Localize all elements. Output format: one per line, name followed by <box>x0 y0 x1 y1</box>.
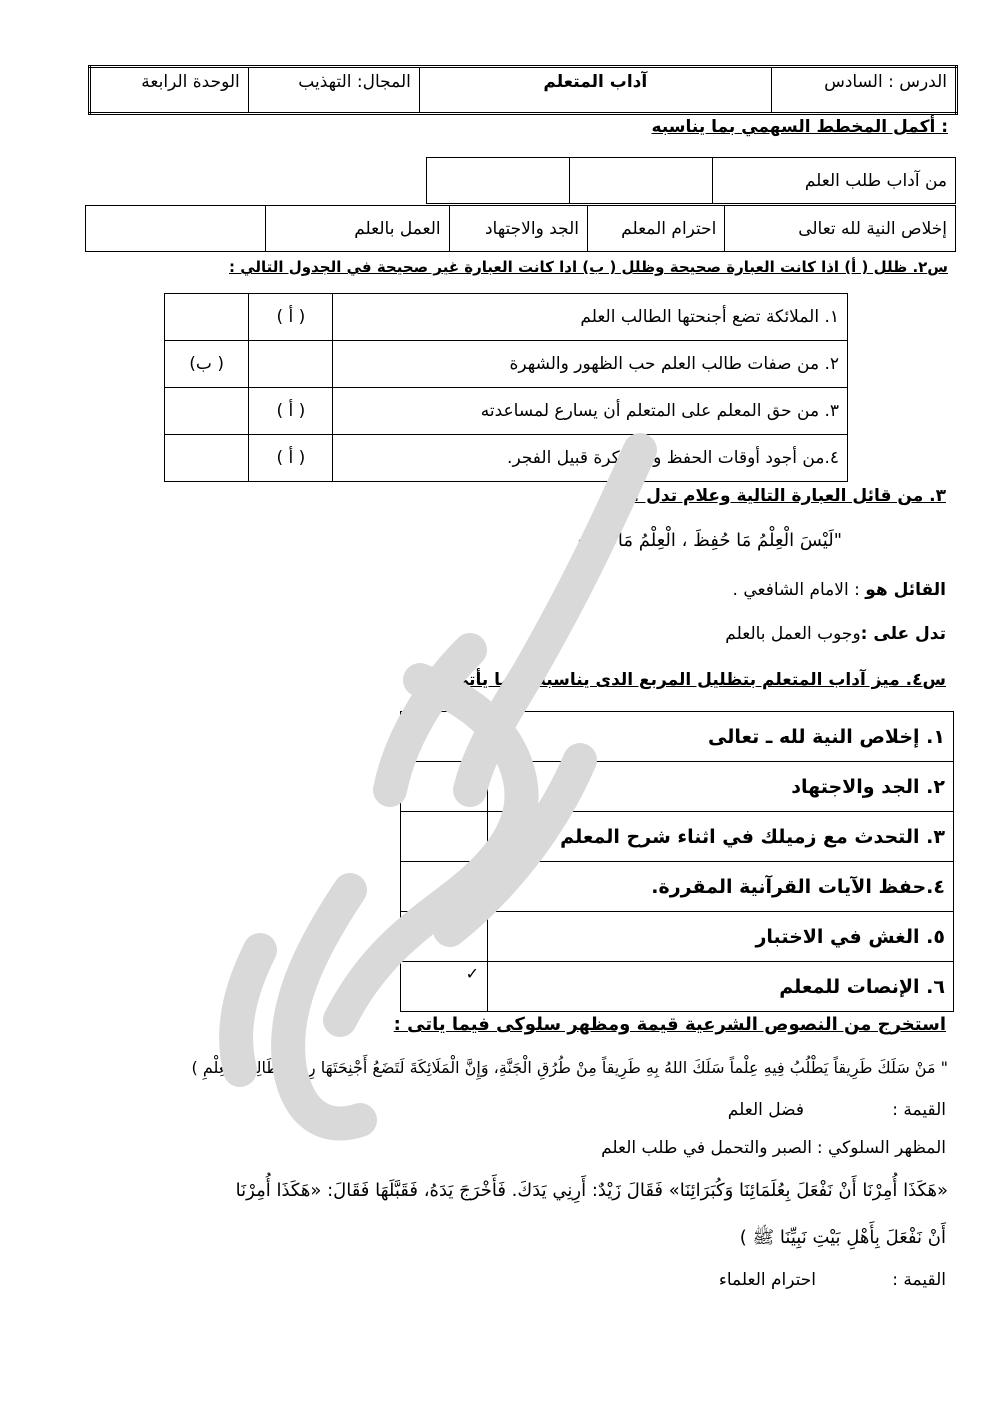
q2-title: س٢. ظلل ( أ) اذا كانت العبارة صحيحة وظلل ( ب) ادا كانت العبارة غير صحيحة في الجدول التالي : <box>229 258 948 276</box>
q4-table <box>400 711 954 1012</box>
q4-statement: ١. إخلاص النية لله ـ تعالى <box>488 712 954 762</box>
q3-quote: "لَيْسَ الْعِلْمُ مَا حُفِظَ ، الْعِلْمُ مَا نَفَعَ» <box>577 530 842 551</box>
q4-check-box[interactable]: ✓ <box>401 962 488 1012</box>
q2-statement: ٣. من حق المعلم على المتعلم أن يسارع لمساعدته <box>333 388 848 435</box>
q5-hadith-2-line-1: «هَكَذَا أُمِرْنَا أَنْ نَفْعَلَ بِعُلَمَائِنَا وَكُبَرَائِنَا» فَقَالَ زَيْدٌ: أَرِنِي يَدَكَ. فَأَخْرَجَ يَدَهُ، فَقَبَّلَهَا فَقَالَ: «هَكَذَا أُمِرْنَا <box>235 1180 948 1201</box>
q1-item: إخلاص النية لله تعالى <box>725 206 956 252</box>
q2-option-b[interactable] <box>165 435 249 482</box>
q4-check-box[interactable]: ✓ <box>401 712 488 762</box>
q2-table <box>164 293 848 482</box>
q5-title: استخرج من النصوص الشرعية قيمة ومظهر سلوكى فيما ياتى : <box>393 1014 946 1035</box>
q1-diagram-items <box>85 205 956 252</box>
q2-statement: ٤.من أجود أوقات الحفظ والمذاكرة قبيل الفجر. <box>333 435 848 482</box>
q2-option-a[interactable]: ( أ ) <box>249 294 333 341</box>
q3-speaker <box>733 580 946 600</box>
q2-statement: ١. الملائكة تضع أجنحتها الطالب العلم <box>333 294 848 341</box>
q1-title: : أكمل المخطط السهمي بما يناسبه <box>651 117 948 137</box>
q3-title: ٣. من قائل العبارة التالية وعلام تدل ؟ <box>630 486 946 506</box>
q4-check-box[interactable]: ✓ <box>401 762 488 812</box>
q2-option-b[interactable] <box>165 388 249 435</box>
lesson-number: الدرس : السادس <box>771 67 956 114</box>
q1-root-cell: من آداب طلب العلم <box>713 158 956 204</box>
speaker-label: القائل هو <box>865 580 946 600</box>
q5-value-2-label: القيمة : <box>892 1270 946 1290</box>
table-row <box>401 812 954 862</box>
q5-value-1-label: القيمة : <box>892 1100 946 1120</box>
lesson-header <box>88 65 958 115</box>
q2-statement: ٢. من صفات طالب العلم حب الظهور والشهرة <box>333 341 848 388</box>
q5-hadith-1: " مَنْ سَلَكَ طَرِيقاً يَطْلُبُ فِيهِ عِلْماً سَلَكَ اللهُ بِهِ طَرِيقاً مِنْ طُرُقِ الْجَنَّةِ، وَإِنَّ الْمَلَائِكَةَ لَتَضَعُ أَجْنِحَتَهَا رِضاً لِطَالِبِ الْعِلْمِ ) <box>191 1058 948 1077</box>
q2-option-a[interactable]: ( أ ) <box>249 435 333 482</box>
q2-option-b[interactable] <box>165 294 249 341</box>
q5-hadith-2-line-2: أَنْ نَفْعَلَ بِأَهْلِ بَيْتِ نَبِيِّنَا ﷺ ) <box>739 1227 946 1248</box>
table-row <box>401 712 954 762</box>
field-label: المجال: التهذيب <box>248 67 419 114</box>
table-row <box>401 962 954 1012</box>
table-row <box>165 294 848 341</box>
q1-item: العمل بالعلم <box>265 206 449 252</box>
q5-value-2: احترام العلماء <box>718 1270 816 1290</box>
q1-blank-cell <box>427 158 570 204</box>
q4-statement: ٢. الجد والاجتهاد <box>488 762 954 812</box>
q5-value-1: فضل العلم <box>727 1100 804 1120</box>
indicates-label: تدل على : <box>860 624 946 644</box>
q1-blank-cell <box>86 206 266 252</box>
q4-check-box[interactable] <box>401 912 488 962</box>
q2-option-a[interactable] <box>249 341 333 388</box>
q4-title: س٤. ميز آداب المتعلم بتظليل المربع الدى يناسبه فيما يأتي :- <box>432 670 946 690</box>
q1-blank-cell <box>570 158 713 204</box>
q4-statement: ٣. التحدث مع زميلك في اثناء شرح المعلم <box>488 812 954 862</box>
table-row <box>165 388 848 435</box>
indicates-value: وجوب العمل بالعلم <box>725 624 861 644</box>
table-row <box>401 862 954 912</box>
q1-item: الجد والاجتهاد <box>449 206 587 252</box>
q5-behavior-label: المظهر السلوكي : <box>816 1138 946 1158</box>
table-row <box>165 435 848 482</box>
table-row <box>401 762 954 812</box>
q1-diagram-top <box>426 157 956 204</box>
unit-label: الوحدة الرابعة <box>90 67 249 114</box>
lesson-title: آداب المتعلم <box>419 67 771 114</box>
q5-behavior-value: الصبر والتحمل في طلب العلم <box>601 1138 812 1158</box>
q4-check-box[interactable]: ✓ <box>401 862 488 912</box>
q4-check-box[interactable] <box>401 812 488 862</box>
table-row <box>401 912 954 962</box>
q2-option-b[interactable]: ( ب) <box>165 341 249 388</box>
q2-option-a[interactable]: ( أ ) <box>249 388 333 435</box>
q4-statement: ٥. الغش في الاختبار <box>488 912 954 962</box>
table-row <box>165 341 848 388</box>
speaker-value: : الامام الشافعي . <box>732 580 860 600</box>
q1-item: احترام المعلم <box>588 206 725 252</box>
q4-statement: ٤.حفظ الآيات القرآنية المقررة. <box>488 862 954 912</box>
q3-indicates <box>725 624 946 644</box>
q4-statement: ٦. الإنصات للمعلم <box>488 962 954 1012</box>
